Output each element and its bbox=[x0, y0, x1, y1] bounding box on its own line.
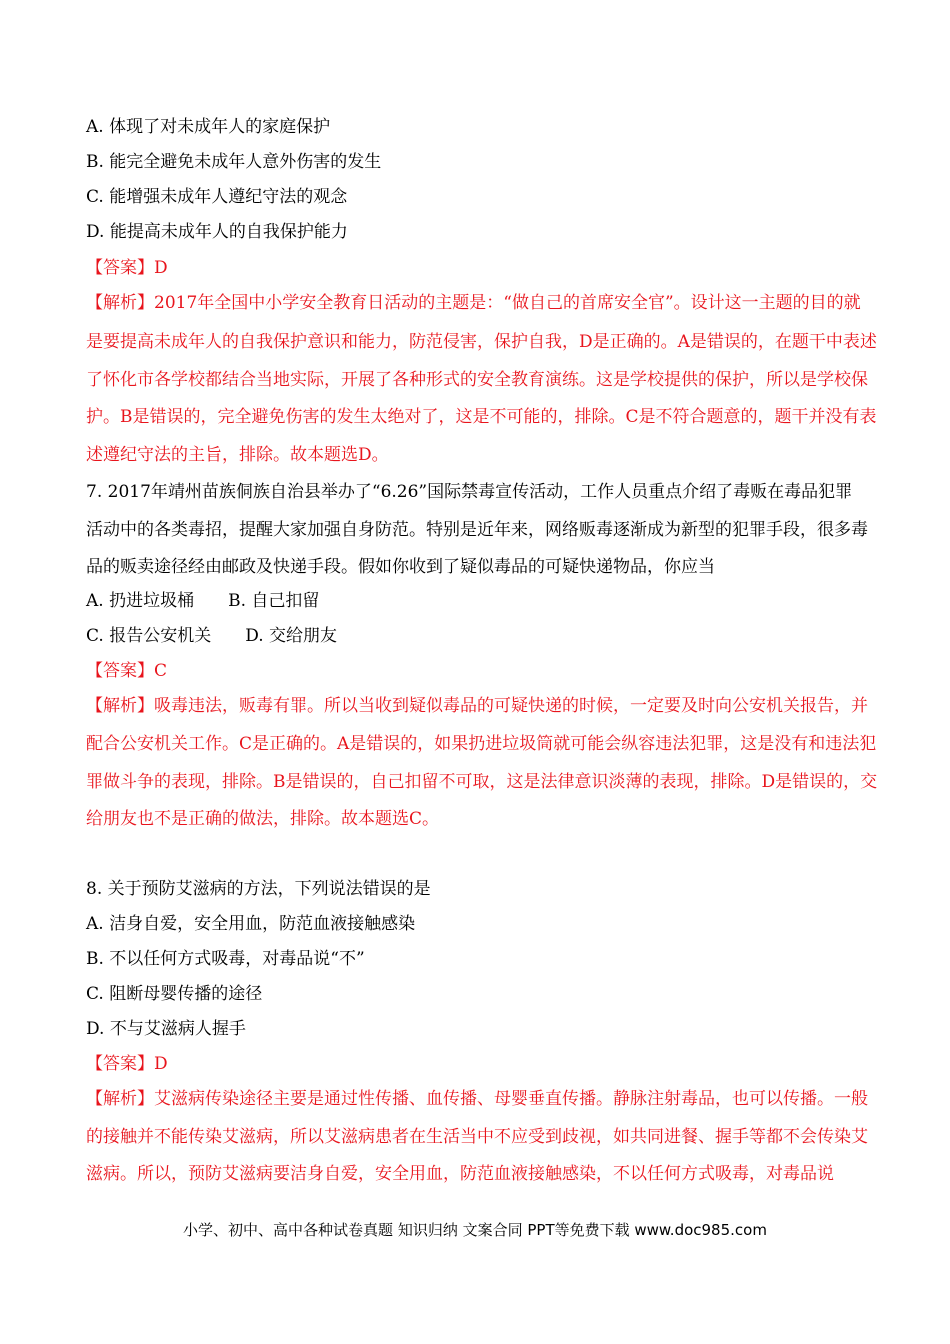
q7-stem-line-2: 活动中的各类毒招，提醒大家加强自身防范。特别是近年来，网络贩毒逐渐成为新型的犯罪手段，很多毒 bbox=[86, 520, 868, 540]
q7-analysis-line-2: 配合公安机关工作。C是正确的。A是错误的，如果扔进垃圾筒就可能会纵容违法犯罪，这是没有和违法犯 bbox=[86, 734, 877, 754]
q6-analysis-line-3: 了怀化市各学校都结合当地实际，开展了各种形式的安全教育演练。这是学校提供的保护，所以是学校保 bbox=[86, 370, 868, 390]
q7-options-row-1 bbox=[86, 590, 319, 612]
q6-analysis-line-4: 护。B是错误的，完全避免伤害的发生太绝对了，这是不可能的，排除。C是不符合题意的，题干并没有表 bbox=[86, 407, 877, 427]
q6-answer: 【答案】D bbox=[86, 258, 168, 278]
q7-option-d: D. 交给朋友 bbox=[245, 626, 338, 646]
q7-stem-line-1: 7. 2017年靖州苗族侗族自治县举办了“6.26”国际禁毒宣传活动，工作人员重点介绍了毒贩在毒品犯罪 bbox=[86, 482, 853, 502]
q7-stem-line-3: 品的贩卖途径经由邮政及快递手段。假如你收到了疑似毒品的可疑快递物品，你应当 bbox=[86, 557, 715, 577]
q8-analysis-line-3: 滋病。所以，预防艾滋病要洁身自爱，安全用血，防范血液接触感染，不以任何方式吸毒，对毒品说 bbox=[86, 1164, 834, 1184]
q8-option-b: B. 不以任何方式吸毒，对毒品说“不” bbox=[86, 949, 365, 969]
q7-analysis-line-3: 罪做斗争的表现，排除。B是错误的，自己扣留不可取，这是法律意识淡薄的表现，排除。D是错误的，交 bbox=[86, 772, 878, 792]
q6-option-c: C. 能增强未成年人遵纪守法的观念 bbox=[86, 187, 348, 207]
q7-option-c: C. 报告公安机关 bbox=[86, 626, 212, 646]
q8-option-a: A. 洁身自爱，安全用血，防范血液接触感染 bbox=[86, 914, 416, 934]
q7-answer: 【答案】C bbox=[86, 661, 168, 681]
q7-analysis-line-4: 给朋友也不是正确的做法，排除。故本题选C。 bbox=[86, 809, 440, 829]
q8-option-c: C. 阻断母婴传播的途径 bbox=[86, 984, 263, 1004]
q6-option-d: D. 能提高未成年人的自我保护能力 bbox=[86, 222, 348, 242]
q6-analysis-line-5: 述遵纪守法的主旨，排除。故本题选D。 bbox=[86, 445, 389, 465]
q6-option-a: A. 体现了对未成年人的家庭保护 bbox=[86, 117, 331, 137]
q6-analysis-line-2: 是要提高未成年人的自我保护意识和能力，防范侵害，保护自我，D是正确的。A是错误的，在题干中表述 bbox=[86, 332, 877, 352]
q8-option-d: D. 不与艾滋病人握手 bbox=[86, 1019, 246, 1039]
q6-option-b: B. 能完全避免未成年人意外伤害的发生 bbox=[86, 152, 382, 172]
q8-analysis-line-1: 【解析】艾滋病传染途径主要是通过性传播、血传播、母婴垂直传播。静脉注射毒品，也可以传播。一般 bbox=[86, 1089, 868, 1109]
q8-answer: 【答案】D bbox=[86, 1054, 168, 1074]
q7-options-row-2 bbox=[86, 625, 337, 647]
q6-analysis-line-1: 【解析】2017年全国中小学安全教育日活动的主题是：“做自己的首席安全官”。设计这一主题的目的就 bbox=[86, 293, 861, 313]
q8-stem: 8. 关于预防艾滋病的方法，下列说法错误的是 bbox=[86, 879, 431, 899]
q8-analysis-line-2: 的接触并不能传染艾滋病，所以艾滋病患者在生活当中不应受到歧视，如共同进餐、握手等都不会传染艾 bbox=[86, 1127, 868, 1147]
page-footer: 小学、初中、高中各种试卷真题 知识归纳 文案合同 PPT等免费下载 www.doc985.com bbox=[183, 1221, 767, 1239]
q7-option-b: B. 自己扣留 bbox=[228, 591, 320, 611]
q7-option-a: A. 扔进垃圾桶 bbox=[86, 591, 195, 611]
q7-analysis-line-1: 【解析】吸毒违法，贩毒有罪。所以当收到疑似毒品的可疑快递的时候，一定要及时向公安机关报告，并 bbox=[86, 696, 868, 716]
